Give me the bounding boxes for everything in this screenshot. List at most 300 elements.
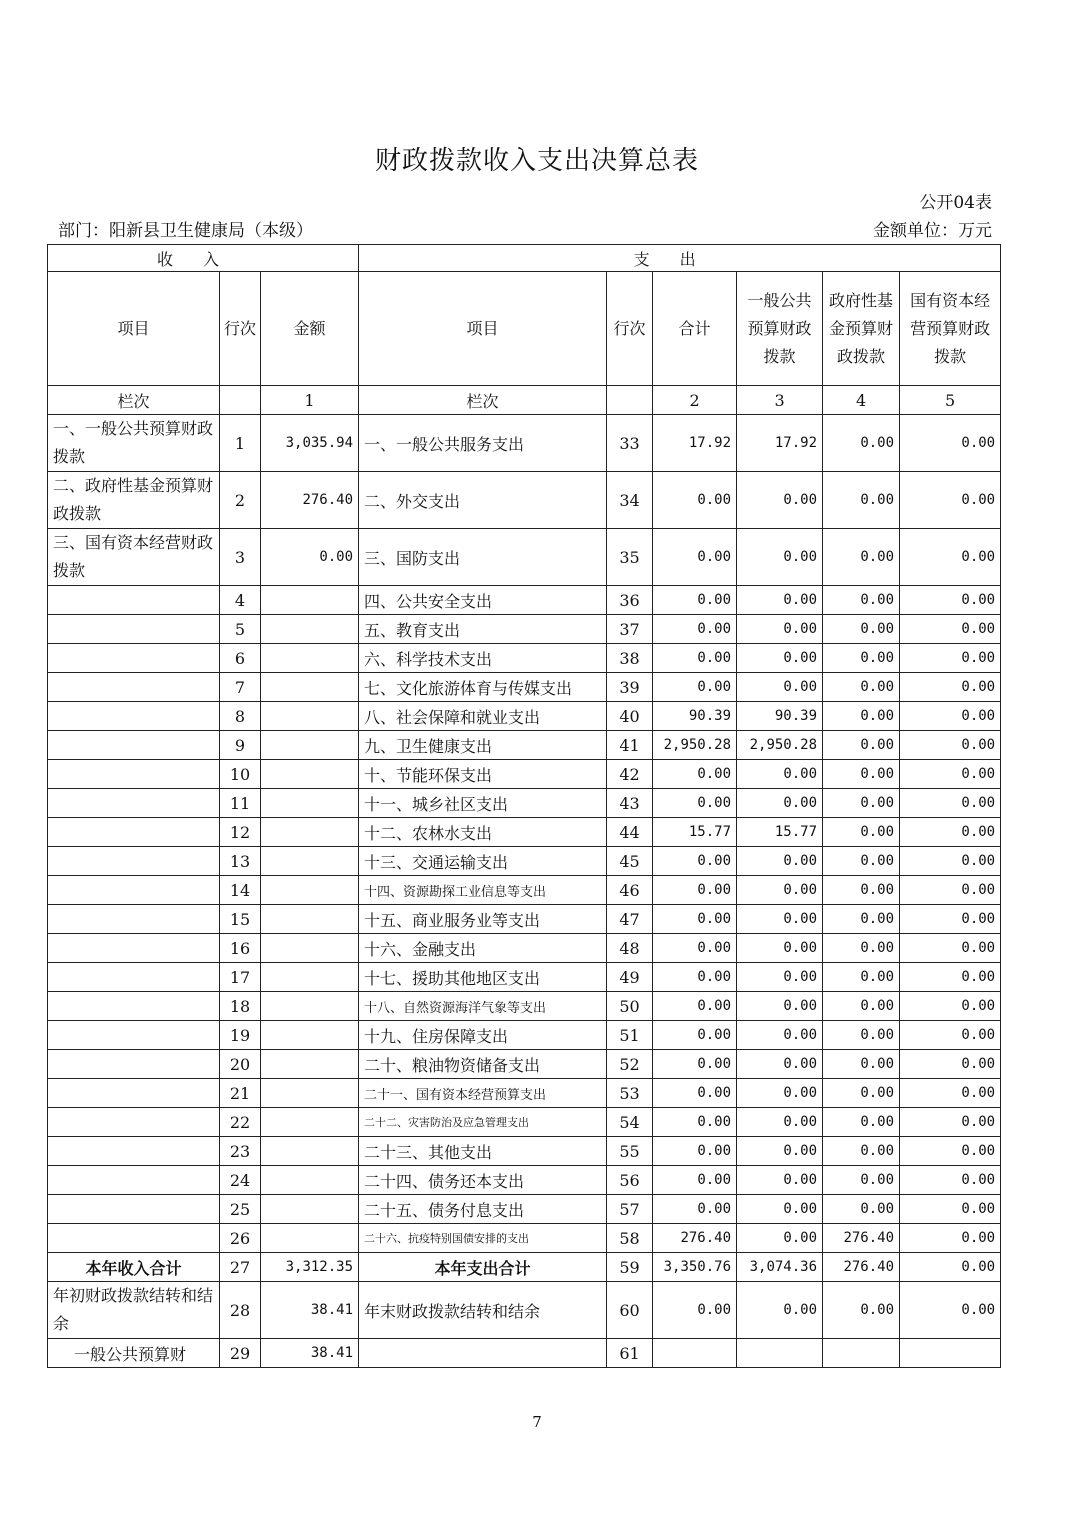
total-amount: 0.00 — [653, 760, 737, 789]
expense-item: 九、卫生健康支出 — [359, 731, 607, 760]
total-amount: 90.39 — [653, 702, 737, 731]
income-amount — [261, 702, 359, 731]
expense-item: 十七、援助其他地区支出 — [359, 963, 607, 992]
state-capital-amount: 0.00 — [900, 963, 1001, 992]
expense-row-number: 41 — [607, 731, 653, 760]
expense-row-number: 43 — [607, 789, 653, 818]
income-amount — [261, 1108, 359, 1137]
income-amount — [261, 789, 359, 818]
table-row — [48, 760, 1001, 789]
gov-fund-amount: 0.00 — [823, 1195, 900, 1224]
income-row-number: 10 — [220, 760, 261, 789]
total-amount: 0.00 — [653, 1021, 737, 1050]
expense-row-number: 49 — [607, 963, 653, 992]
department-label: 部门：阳新县卫生健康局（本级） — [58, 221, 313, 241]
expense-row-number: 50 — [607, 992, 653, 1021]
general-budget-amount: 0.00 — [737, 673, 823, 702]
expense-item: 二十五、债务付息支出 — [359, 1195, 607, 1224]
total-amount: 3,350.76 — [653, 1253, 737, 1282]
expense-item: 十八、自然资源海洋气象等支出 — [359, 992, 607, 1021]
income-item — [48, 731, 220, 760]
total-amount: 0.00 — [653, 905, 737, 934]
expense-item: 二十四、债务还本支出 — [359, 1166, 607, 1195]
gov-fund-amount: 0.00 — [823, 818, 900, 847]
state-capital-amount: 0.00 — [900, 615, 1001, 644]
general-budget-amount: 90.39 — [737, 702, 823, 731]
general-budget-amount: 0.00 — [737, 1195, 823, 1224]
expense-row-number: 57 — [607, 1195, 653, 1224]
state-capital-amount: 0.00 — [900, 586, 1001, 615]
expense-row-number: 46 — [607, 876, 653, 905]
income-item — [48, 673, 220, 702]
totals-row — [48, 1253, 1001, 1282]
income-row-number: 21 — [220, 1079, 261, 1108]
income-item — [48, 615, 220, 644]
total-amount: 2,950.28 — [653, 731, 737, 760]
general-budget-amount: 0.00 — [737, 760, 823, 789]
state-capital-amount: 0.00 — [900, 1195, 1001, 1224]
appropriation-table — [47, 244, 1001, 1368]
general-budget-amount: 0.00 — [737, 847, 823, 876]
header-income-row: 行次 — [220, 272, 261, 386]
income-item — [48, 963, 220, 992]
gov-fund-amount — [823, 1339, 900, 1368]
income-row-number: 14 — [220, 876, 261, 905]
expense-item: 年末财政拨款结转和结余 — [359, 1282, 607, 1339]
expense-item: 八、社会保障和就业支出 — [359, 702, 607, 731]
total-amount: 0.00 — [653, 876, 737, 905]
gov-fund-amount: 0.00 — [823, 472, 900, 529]
general-budget-amount: 0.00 — [737, 1282, 823, 1339]
income-amount — [261, 731, 359, 760]
income-row-number: 5 — [220, 615, 261, 644]
expense-row-number: 38 — [607, 644, 653, 673]
general-budget-amount: 0.00 — [737, 529, 823, 586]
general-budget-amount: 0.00 — [737, 1224, 823, 1253]
total-amount: 0.00 — [653, 1050, 737, 1079]
general-budget-amount: 17.92 — [737, 415, 823, 472]
gov-fund-amount: 0.00 — [823, 731, 900, 760]
column-number-blank — [607, 386, 653, 415]
expense-item: 本年支出合计 — [359, 1253, 607, 1282]
total-amount: 0.00 — [653, 1137, 737, 1166]
income-item — [48, 847, 220, 876]
income-amount — [261, 615, 359, 644]
income-row-number: 29 — [220, 1339, 261, 1368]
general-budget-amount: 0.00 — [737, 1108, 823, 1137]
header-state-capital: 国有资本经营预算财政拨款 — [900, 272, 1001, 386]
table-row — [48, 673, 1001, 702]
gov-fund-amount: 0.00 — [823, 847, 900, 876]
income-amount: 3,312.35 — [261, 1253, 359, 1282]
income-row-number: 22 — [220, 1108, 261, 1137]
expense-item: 三、国防支出 — [359, 529, 607, 586]
state-capital-amount: 0.00 — [900, 1224, 1001, 1253]
total-amount: 0.00 — [653, 644, 737, 673]
expense-row-number: 48 — [607, 934, 653, 963]
gov-fund-amount: 0.00 — [823, 760, 900, 789]
gov-fund-amount: 0.00 — [823, 644, 900, 673]
income-amount: 38.41 — [261, 1339, 359, 1368]
column-number-label: 栏次 — [359, 386, 607, 415]
state-capital-amount: 0.00 — [900, 818, 1001, 847]
expense-item: 七、文化旅游体育与传媒支出 — [359, 673, 607, 702]
income-item — [48, 818, 220, 847]
header-expense-row: 行次 — [607, 272, 653, 386]
gov-fund-amount: 0.00 — [823, 1166, 900, 1195]
form-number: 公开04表 — [919, 193, 992, 213]
income-item — [48, 1021, 220, 1050]
expense-row-number: 44 — [607, 818, 653, 847]
table-row — [48, 992, 1001, 1021]
state-capital-amount: 0.00 — [900, 1079, 1001, 1108]
gov-fund-amount: 0.00 — [823, 789, 900, 818]
header-total: 合计 — [653, 272, 737, 386]
expense-item: 十九、住房保障支出 — [359, 1021, 607, 1050]
income-row-number: 3 — [220, 529, 261, 586]
table-row — [48, 1137, 1001, 1166]
gov-fund-amount: 0.00 — [823, 876, 900, 905]
general-budget-amount: 0.00 — [737, 963, 823, 992]
gov-fund-amount: 276.40 — [823, 1224, 900, 1253]
state-capital-amount: 0.00 — [900, 644, 1001, 673]
income-item — [48, 702, 220, 731]
general-budget-amount: 0.00 — [737, 876, 823, 905]
column-number-1: 1 — [261, 386, 359, 415]
table-row — [48, 702, 1001, 731]
table-row — [48, 876, 1001, 905]
income-item — [48, 1224, 220, 1253]
total-amount: 0.00 — [653, 1079, 737, 1108]
income-amount — [261, 1166, 359, 1195]
table-row — [48, 934, 1001, 963]
income-amount: 3,035.94 — [261, 415, 359, 472]
income-amount — [261, 1224, 359, 1253]
income-row-number: 2 — [220, 472, 261, 529]
column-number-3: 3 — [737, 386, 823, 415]
table-row — [48, 731, 1001, 760]
expense-row-number: 42 — [607, 760, 653, 789]
income-row-number: 9 — [220, 731, 261, 760]
income-row-number: 24 — [220, 1166, 261, 1195]
total-amount: 0.00 — [653, 1195, 737, 1224]
state-capital-amount: 0.00 — [900, 876, 1001, 905]
total-amount: 0.00 — [653, 963, 737, 992]
income-item — [48, 934, 220, 963]
income-amount — [261, 673, 359, 702]
income-item: 一般公共预算财 — [48, 1339, 220, 1368]
general-budget-amount: 0.00 — [737, 992, 823, 1021]
gov-fund-amount: 0.00 — [823, 992, 900, 1021]
gov-fund-amount: 0.00 — [823, 615, 900, 644]
expense-row-number: 39 — [607, 673, 653, 702]
total-amount: 0.00 — [653, 586, 737, 615]
general-budget-amount: 0.00 — [737, 615, 823, 644]
income-item — [48, 1195, 220, 1224]
expense-row-number: 58 — [607, 1224, 653, 1253]
expense-item: 十、节能环保支出 — [359, 760, 607, 789]
total-amount: 0.00 — [653, 789, 737, 818]
income-item: 年初财政拨款结转和结余 — [48, 1282, 220, 1339]
column-number-blank — [220, 386, 261, 415]
expense-item: 十六、金融支出 — [359, 934, 607, 963]
state-capital-amount: 0.00 — [900, 905, 1001, 934]
header-general-budget: 一般公共预算财政拨款 — [737, 272, 823, 386]
expense-item: 六、科学技术支出 — [359, 644, 607, 673]
income-row-number: 25 — [220, 1195, 261, 1224]
income-amount — [261, 876, 359, 905]
income-amount — [261, 934, 359, 963]
income-section-header: 收入 — [48, 245, 359, 272]
income-amount: 0.00 — [261, 529, 359, 586]
income-item — [48, 789, 220, 818]
total-amount: 0.00 — [653, 673, 737, 702]
gov-fund-amount: 0.00 — [823, 1108, 900, 1137]
header-gov-fund: 政府性基金预算财政拨款 — [823, 272, 900, 386]
total-amount: 15.77 — [653, 818, 737, 847]
income-amount — [261, 644, 359, 673]
table-row — [48, 1021, 1001, 1050]
expense-item: 十五、商业服务业等支出 — [359, 905, 607, 934]
total-amount: 0.00 — [653, 472, 737, 529]
income-row-number: 8 — [220, 702, 261, 731]
general-budget-amount: 0.00 — [737, 905, 823, 934]
income-amount — [261, 847, 359, 876]
gov-fund-amount: 0.00 — [823, 586, 900, 615]
table-row — [48, 1224, 1001, 1253]
expense-row-number: 55 — [607, 1137, 653, 1166]
table-row — [48, 472, 1001, 529]
table-row — [48, 529, 1001, 586]
general-budget-amount: 0.00 — [737, 472, 823, 529]
expense-row-number: 45 — [607, 847, 653, 876]
expense-row-number: 34 — [607, 472, 653, 529]
expense-row-number: 53 — [607, 1079, 653, 1108]
income-amount — [261, 992, 359, 1021]
total-amount: 0.00 — [653, 992, 737, 1021]
income-row-number: 26 — [220, 1224, 261, 1253]
income-amount — [261, 586, 359, 615]
income-row-number: 28 — [220, 1282, 261, 1339]
general-budget-amount — [737, 1339, 823, 1368]
income-row-number: 16 — [220, 934, 261, 963]
income-item: 二、政府性基金预算财政拨款 — [48, 472, 220, 529]
income-item — [48, 1108, 220, 1137]
income-item — [48, 905, 220, 934]
expense-row-number: 59 — [607, 1253, 653, 1282]
total-amount: 17.92 — [653, 415, 737, 472]
income-item — [48, 586, 220, 615]
expense-item: 一、一般公共服务支出 — [359, 415, 607, 472]
expense-item: 四、公共安全支出 — [359, 586, 607, 615]
income-row-number: 13 — [220, 847, 261, 876]
income-row-number: 6 — [220, 644, 261, 673]
gov-fund-amount: 0.00 — [823, 1282, 900, 1339]
gov-fund-amount: 0.00 — [823, 1079, 900, 1108]
state-capital-amount: 0.00 — [900, 1137, 1001, 1166]
expense-item: 二十三、其他支出 — [359, 1137, 607, 1166]
page-number: 7 — [532, 1413, 542, 1431]
table-row — [48, 1079, 1001, 1108]
state-capital-amount: 0.00 — [900, 847, 1001, 876]
general-budget-amount: 15.77 — [737, 818, 823, 847]
general-budget-amount: 0.00 — [737, 644, 823, 673]
state-capital-amount: 0.00 — [900, 731, 1001, 760]
income-row-number: 27 — [220, 1253, 261, 1282]
income-row-number: 19 — [220, 1021, 261, 1050]
general-budget-amount: 0.00 — [737, 1166, 823, 1195]
income-amount — [261, 963, 359, 992]
state-capital-amount: 0.00 — [900, 1108, 1001, 1137]
state-capital-amount: 0.00 — [900, 1282, 1001, 1339]
state-capital-amount: 0.00 — [900, 934, 1001, 963]
expense-row-number: 33 — [607, 415, 653, 472]
table-row — [48, 818, 1001, 847]
total-amount: 0.00 — [653, 1108, 737, 1137]
income-row-number: 18 — [220, 992, 261, 1021]
expense-item: 二十一、国有资本经营预算支出 — [359, 1079, 607, 1108]
table-row — [48, 1166, 1001, 1195]
income-amount: 38.41 — [261, 1282, 359, 1339]
general-budget-amount: 0.00 — [737, 586, 823, 615]
general-budget-amount: 0.00 — [737, 1050, 823, 1079]
gov-fund-amount: 0.00 — [823, 1021, 900, 1050]
gov-fund-amount: 0.00 — [823, 1137, 900, 1166]
income-amount — [261, 1137, 359, 1166]
gov-fund-amount: 276.40 — [823, 1253, 900, 1282]
expense-item: 二十二、灾害防治及应急管理支出 — [359, 1108, 607, 1137]
expense-row-number: 56 — [607, 1166, 653, 1195]
state-capital-amount: 0.00 — [900, 789, 1001, 818]
expense-item — [359, 1339, 607, 1368]
income-item: 一、一般公共预算财政拨款 — [48, 415, 220, 472]
expense-row-number: 60 — [607, 1282, 653, 1339]
gov-fund-amount: 0.00 — [823, 905, 900, 934]
header-expense-item: 项目 — [359, 272, 607, 386]
expense-row-number: 61 — [607, 1339, 653, 1368]
general-budget-amount: 0.00 — [737, 1137, 823, 1166]
expense-row-number: 36 — [607, 586, 653, 615]
expense-row-number: 54 — [607, 1108, 653, 1137]
expense-item: 二、外交支出 — [359, 472, 607, 529]
expense-row-number: 52 — [607, 1050, 653, 1079]
table-row — [48, 1050, 1001, 1079]
table-row — [48, 963, 1001, 992]
expense-item: 二十、粮油物资储备支出 — [359, 1050, 607, 1079]
table-row — [48, 586, 1001, 615]
income-amount — [261, 1050, 359, 1079]
income-item: 本年收入合计 — [48, 1253, 220, 1282]
income-item — [48, 992, 220, 1021]
income-item — [48, 760, 220, 789]
table-row — [48, 1339, 1001, 1368]
total-amount: 0.00 — [653, 934, 737, 963]
income-amount — [261, 1021, 359, 1050]
header-income-item: 项目 — [48, 272, 220, 386]
total-amount: 0.00 — [653, 1166, 737, 1195]
table-row — [48, 847, 1001, 876]
state-capital-amount: 0.00 — [900, 992, 1001, 1021]
state-capital-amount: 0.00 — [900, 415, 1001, 472]
total-amount: 0.00 — [653, 847, 737, 876]
state-capital-amount — [900, 1339, 1001, 1368]
expense-item: 十三、交通运输支出 — [359, 847, 607, 876]
table-row — [48, 1108, 1001, 1137]
income-amount — [261, 1195, 359, 1224]
general-budget-amount: 0.00 — [737, 1021, 823, 1050]
gov-fund-amount: 0.00 — [823, 963, 900, 992]
expense-section-header: 支出 — [359, 245, 1001, 272]
general-budget-amount: 0.00 — [737, 1079, 823, 1108]
gov-fund-amount: 0.00 — [823, 934, 900, 963]
income-row-number: 23 — [220, 1137, 261, 1166]
income-row-number: 4 — [220, 586, 261, 615]
table-row — [48, 615, 1001, 644]
income-item — [48, 876, 220, 905]
income-item — [48, 1137, 220, 1166]
header-income-amount: 金额 — [261, 272, 359, 386]
column-number-2: 2 — [653, 386, 737, 415]
total-amount: 0.00 — [653, 1282, 737, 1339]
income-amount — [261, 760, 359, 789]
gov-fund-amount: 0.00 — [823, 529, 900, 586]
state-capital-amount: 0.00 — [900, 673, 1001, 702]
gov-fund-amount: 0.00 — [823, 673, 900, 702]
column-number-5: 5 — [900, 386, 1001, 415]
table-row — [48, 1195, 1001, 1224]
table-row — [48, 415, 1001, 472]
state-capital-amount: 0.00 — [900, 1166, 1001, 1195]
income-row-number: 15 — [220, 905, 261, 934]
state-capital-amount: 0.00 — [900, 1021, 1001, 1050]
state-capital-amount: 0.00 — [900, 702, 1001, 731]
total-amount: 0.00 — [653, 529, 737, 586]
income-amount: 276.40 — [261, 472, 359, 529]
unit-label: 金额单位：万元 — [873, 221, 992, 241]
gov-fund-amount: 0.00 — [823, 702, 900, 731]
expense-row-number: 40 — [607, 702, 653, 731]
expense-item: 十四、资源勘探工业信息等支出 — [359, 876, 607, 905]
state-capital-amount: 0.00 — [900, 1253, 1001, 1282]
expense-row-number: 47 — [607, 905, 653, 934]
table-row — [48, 905, 1001, 934]
column-number-label: 栏次 — [48, 386, 220, 415]
expense-row-number: 51 — [607, 1021, 653, 1050]
expense-item: 十二、农林水支出 — [359, 818, 607, 847]
gov-fund-amount: 0.00 — [823, 1050, 900, 1079]
column-number-4: 4 — [823, 386, 900, 415]
income-item — [48, 1079, 220, 1108]
expense-row-number: 35 — [607, 529, 653, 586]
general-budget-amount: 3,074.36 — [737, 1253, 823, 1282]
table-row — [48, 789, 1001, 818]
expense-item: 五、教育支出 — [359, 615, 607, 644]
expense-item: 十一、城乡社区支出 — [359, 789, 607, 818]
income-amount — [261, 1079, 359, 1108]
state-capital-amount: 0.00 — [900, 472, 1001, 529]
carryover-row — [48, 1282, 1001, 1339]
state-capital-amount: 0.00 — [900, 760, 1001, 789]
general-budget-amount: 0.00 — [737, 789, 823, 818]
income-amount — [261, 818, 359, 847]
state-capital-amount: 0.00 — [900, 529, 1001, 586]
income-row-number: 11 — [220, 789, 261, 818]
income-item — [48, 644, 220, 673]
page-title: 财政拨款收入支出决算总表 — [374, 146, 699, 176]
income-row-number: 12 — [220, 818, 261, 847]
income-item — [48, 1050, 220, 1079]
expense-item: 二十六、抗疫特别国债安排的支出 — [359, 1224, 607, 1253]
